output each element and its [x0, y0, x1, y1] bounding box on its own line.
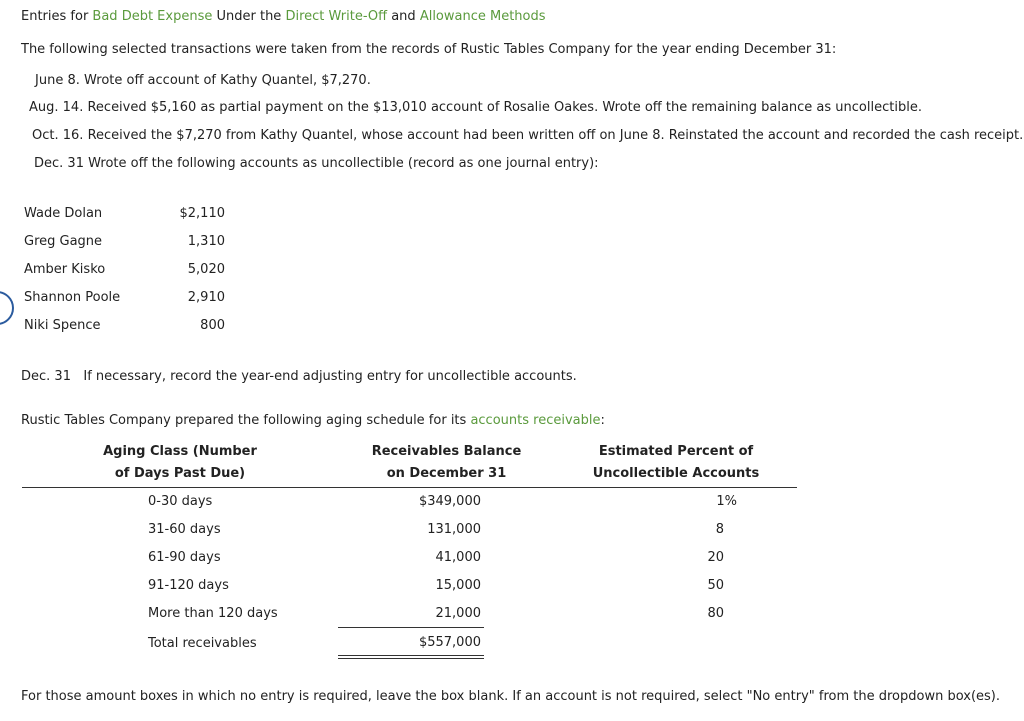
- aging-balance: 131,000: [427, 522, 481, 537]
- title-mid-2: and: [387, 9, 420, 24]
- aging-class: 0-30 days: [148, 494, 213, 509]
- aging-class: 61-90 days: [148, 550, 221, 565]
- transaction-row: [34, 156, 599, 171]
- edge-circle-marker[interactable]: [0, 291, 14, 325]
- aging-percent: 1%: [716, 494, 737, 509]
- subtotal-rule: [338, 627, 484, 628]
- transaction-date: Oct. 16.: [32, 128, 84, 143]
- account-amount: 2,910: [187, 290, 225, 305]
- aging-percent: 80: [707, 606, 724, 621]
- account-name: Shannon Poole: [24, 290, 121, 305]
- adjusting-entry: [21, 369, 577, 384]
- aging-balance: $349,000: [418, 494, 481, 509]
- account-name: Greg Gagne: [24, 234, 103, 249]
- aging-intro-suffix: :: [600, 413, 605, 428]
- aging-percent: 20: [707, 550, 724, 565]
- adjusting-date: Dec. 31: [21, 369, 71, 384]
- account-amount: 5,020: [187, 262, 225, 277]
- transaction-row: [35, 73, 371, 88]
- aging-class: More than 120 days: [148, 606, 278, 621]
- total-label: Total receivables: [148, 636, 257, 651]
- account-amount: $2,110: [179, 206, 225, 221]
- transaction-row: [29, 100, 922, 115]
- header-estimated-percent: Estimated Percent of: [598, 444, 754, 459]
- aging-percent: 8: [715, 522, 724, 537]
- aging-percent: 50: [707, 578, 724, 593]
- footer-instructions: For those amount boxes in which no entry is required, leave the box blank. If an account is not required, select "No entry" from the dropdown box(es).: [21, 689, 1000, 704]
- transaction-date: Dec. 31: [34, 156, 84, 171]
- transaction-date: June 8.: [35, 73, 80, 88]
- total-double-rule-bottom: [338, 658, 484, 659]
- direct-write-off-link[interactable]: Direct Write-Off: [285, 9, 388, 24]
- transaction-text: Wrote off account of Kathy Quantel, $7,270.: [84, 73, 371, 88]
- header-divider: [22, 487, 797, 488]
- account-name: Amber Kisko: [24, 262, 106, 277]
- header-receivables-balance-2: on December 31: [386, 466, 507, 481]
- header-aging-class: Aging Class (Number: [103, 444, 257, 459]
- header-estimated-percent-2: Uncollectible Accounts: [592, 466, 760, 481]
- title-mid-1: Under the: [212, 9, 286, 24]
- account-name: Wade Dolan: [24, 206, 103, 221]
- account-amount: 1,310: [187, 234, 225, 249]
- aging-intro-prefix: Rustic Tables Company prepared the following aging schedule for its: [21, 413, 471, 428]
- aging-class: 91-120 days: [148, 578, 229, 593]
- account-name: Niki Spence: [24, 318, 101, 333]
- accounts-receivable-link[interactable]: accounts receivable: [470, 413, 601, 428]
- transaction-text: Wrote off the following accounts as uncollectible (record as one journal entry):: [88, 156, 599, 171]
- transaction-row: [32, 128, 1023, 143]
- intro-text: The following selected transactions were taken from the records of Rustic Tables Company for the year ending December 31:: [21, 42, 837, 57]
- page-title: [21, 9, 546, 24]
- header-receivables-balance: Receivables Balance: [371, 444, 522, 459]
- title-prefix: Entries for: [21, 9, 93, 24]
- bad-debt-expense-link[interactable]: Bad Debt Expense: [92, 9, 213, 24]
- transaction-text: Received the $7,270 from Kathy Quantel, whose account had been written off on June 8. Reinstated the account and recorded the cash receipt.: [87, 128, 1024, 143]
- header-aging-class-2: of Days Past Due): [114, 466, 246, 481]
- aging-balance: 21,000: [435, 606, 481, 621]
- aging-class: 31-60 days: [148, 522, 221, 537]
- transaction-text: Received $5,160 as partial payment on the $13,010 account of Rosalie Oakes. Wrote off the remaining balance as uncollectible.: [87, 100, 922, 115]
- aging-balance: 15,000: [435, 578, 481, 593]
- account-amount: 800: [200, 318, 225, 333]
- total-double-rule-top: [338, 655, 484, 656]
- adjusting-text: If necessary, record the year-end adjusting entry for uncollectible accounts.: [83, 369, 577, 384]
- aging-balance: 41,000: [435, 550, 481, 565]
- allowance-methods-link[interactable]: Allowance Methods: [419, 9, 546, 24]
- transaction-date: Aug. 14.: [29, 100, 84, 115]
- total-balance: $557,000: [418, 635, 481, 650]
- aging-intro: [21, 413, 605, 428]
